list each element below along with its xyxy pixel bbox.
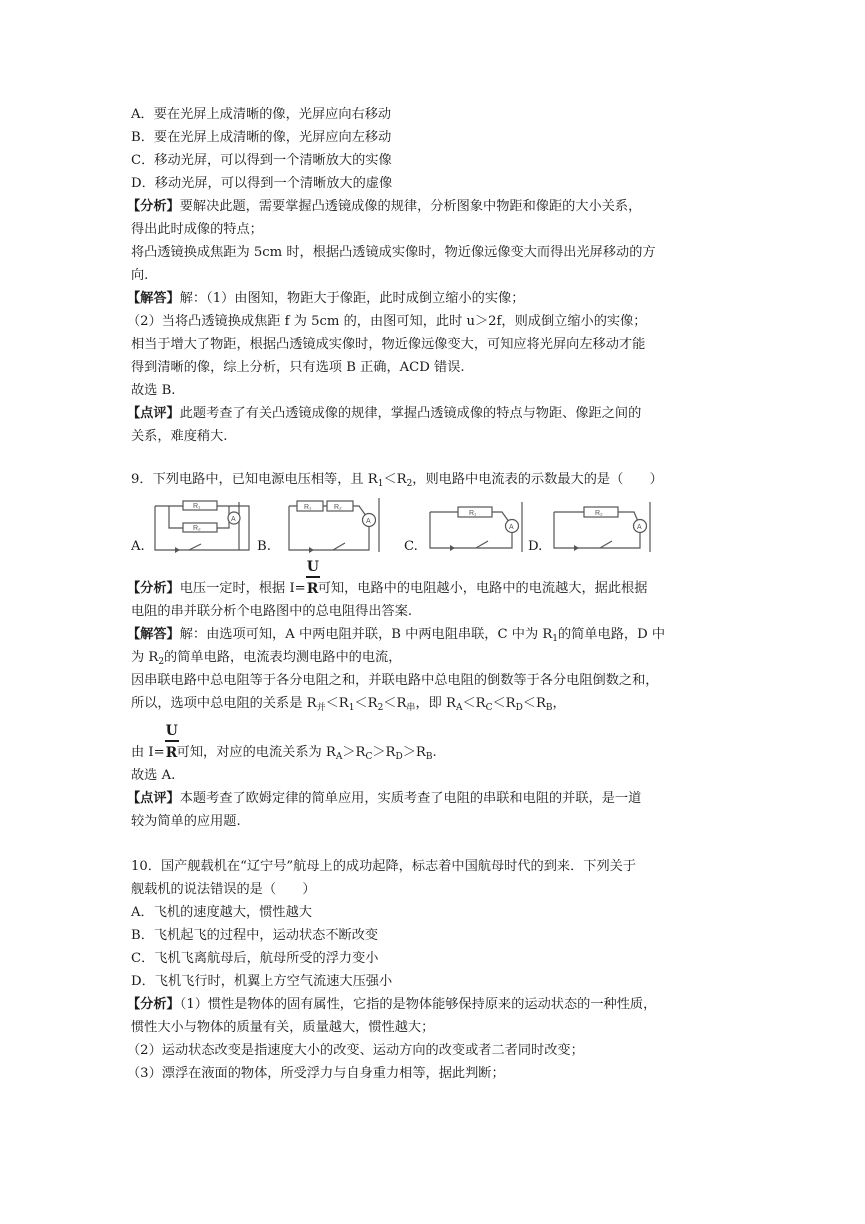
circuit-c-diagram (422, 500, 528, 554)
subscript: 2 (406, 479, 413, 489)
answer-text: 可知，对应的电流关系为 R (176, 745, 336, 760)
ammeter-label: A (637, 524, 642, 531)
q9-answer-line (127, 626, 665, 648)
subscript: B (545, 703, 553, 713)
analysis-tag: 【分析】 (127, 997, 180, 1012)
fraction-denominator: R (306, 581, 319, 597)
ammeter-label: A (231, 516, 236, 523)
q9-answer-line (131, 649, 401, 671)
answer-text: ， (552, 696, 566, 711)
q9-analysis-line: 电阻的串并联分析个电路图中的总电阻得出答案. (131, 604, 413, 619)
comment-line: 关系，难度稍大. (131, 429, 228, 444)
option-b: B．要在光屏上成清晰的像，光屏应向左移动 (131, 130, 392, 145)
answer-text: 解：（1）由图知，物距大于像距，此时成倒立缩小的实像； (179, 291, 525, 306)
answer-line: （2）当将凸透镜换成焦距 f 为 5cm 的，由图可知，此时 u＞2f，则成倒立缩小的实像； (127, 314, 647, 329)
answer-text: 的简单电路，D 中 (557, 627, 666, 642)
answer-text: ＜R (522, 696, 546, 711)
analysis-tag: 【分析】 (127, 199, 180, 214)
answer-text: ，即 R (415, 696, 456, 711)
answer-text: ＞R (402, 745, 426, 760)
answer-text: ＞R (342, 745, 366, 760)
fraction-numerator: U (306, 558, 320, 578)
option-c: C．移动光屏，可以得到一个清晰放大的实像 (131, 153, 392, 168)
subscript: B (425, 752, 433, 762)
answer-text: ＞R (372, 745, 396, 760)
answer-text: 为 R (131, 650, 159, 665)
analysis-text: 电压一定时，根据 I= (179, 581, 306, 596)
answer-text: 解：由选项可知，A 中两电阻并联，B 中两电阻串联，C 中为 R (179, 627, 553, 642)
subscript: 1 (377, 479, 384, 489)
answer-line (127, 290, 524, 308)
answer-line: 得到清晰的像，综上分析，只有选项 B 正确，ACD 错误. (131, 360, 465, 375)
q10-stem-line: 10．国产舰载机在“辽宁号”航母上的成功起降，标志着中国航母时代的到来．下列关于 (131, 859, 637, 874)
q9-option-d-label: D. (528, 539, 543, 554)
resistor-label: R₂ (193, 525, 201, 532)
q10-option-d: D．飞机飞行时，机翼上方空气流速大压强小 (131, 974, 393, 989)
subscript: D (515, 703, 523, 713)
q9-option-c-label: C. (404, 539, 418, 554)
q9-analysis-line (127, 559, 648, 598)
answer-text: 由 I= (131, 745, 165, 760)
subscript: A (455, 703, 463, 713)
q10-analysis-line (127, 996, 656, 1014)
q9-answer-line (131, 695, 566, 717)
q9-comment-line (127, 790, 641, 808)
comment-tag: 【点评】 (127, 406, 180, 421)
answer-text: ＜R (383, 696, 407, 711)
answer-line: 相当于增大了物距，根据凸透镜成实像时，物近像远像变大，可知应将光屏向左移动才能 (131, 337, 646, 352)
analysis-text: 可知，电路中的电阻越小，电路中的电流越大，据此根据 (317, 581, 648, 596)
answer-tag: 【解答】 (127, 291, 180, 306)
q10-analysis-line: （2）运动状态改变是指速度大小的改变、运动方向的改变或者二者同时改变； (127, 1043, 584, 1058)
ammeter-label: A (366, 518, 371, 525)
q10-option-a: A．飞机的速度越大，惯性越大 (131, 905, 312, 920)
subscript: 2 (158, 657, 165, 667)
option-a: A．要在光屏上成清晰的像，光屏应向右移动 (131, 107, 392, 122)
q10-analysis-line: 惯性大小与物体的质量有关，质量越大，惯性越大； (131, 1020, 435, 1035)
comment-text: 此题考查了有关凸透镜成像的规律，掌握凸透镜成像的特点与物距、像距之间的 (179, 406, 642, 421)
answer-text: ＜R (325, 696, 349, 711)
comment-line (127, 405, 641, 423)
resistor-label: R₁ (193, 503, 201, 510)
q9-choice-line: 故选 A. (131, 768, 176, 783)
subscript: 2 (377, 703, 384, 713)
subscript: A (335, 752, 343, 762)
comment-text: 本题考查了欧姆定律的简单应用，实质考查了电阻的串联和电阻的并联，是一道 (179, 791, 642, 806)
comment-tag: 【点评】 (127, 791, 180, 806)
answer-text: 所以，选项中总电阻的关系是 R (131, 696, 317, 711)
analysis-tag: 【分析】 (127, 581, 180, 596)
q9-answer-line (131, 723, 437, 766)
analysis-text: 要解决此题，需要掌握凸透镜成像的规律，分析图象中物距和像距的大小关系， (179, 199, 642, 214)
resistor-label: R₁ (469, 510, 477, 517)
q9-option-b-label: B. (257, 539, 271, 554)
q9-answer-line: 因串联电路中总电阻等于各分电阻之和，并联电路中总电阻的倒数等于各分电阻倒数之和， (131, 673, 659, 688)
q10-option-c: C．飞机飞离航母后，航母所受的浮力变小 (131, 951, 379, 966)
subscript: D (395, 752, 403, 762)
answer-text: ＜R (354, 696, 378, 711)
subscript: C (485, 703, 493, 713)
subscript: 并 (316, 703, 326, 713)
resistor-label: R₂ (334, 504, 342, 511)
resistor-label: R₂ (595, 510, 603, 517)
subscript: 串 (406, 703, 416, 713)
subscript: 1 (348, 703, 355, 713)
fraction-u-over-r (306, 559, 319, 598)
q9-stem-part: ＜R (383, 472, 407, 487)
analysis-line: 向. (131, 268, 149, 283)
q9-option-a-label: A. (131, 539, 145, 554)
q10-analysis-line: （3）漂浮在液面的物体，所受浮力与自身重力相等，据此判断； (127, 1066, 505, 1081)
answer-text: 的简单电路，电流表均测电路中的电流， (164, 650, 402, 665)
circuit-d-diagram (542, 500, 654, 554)
subscript: 1 (552, 634, 558, 644)
q9-stem-part: 9．下列电路中，已知电源电压相等，且 R (131, 472, 378, 487)
analysis-line: 得出此时成像的特点； (131, 222, 263, 237)
fraction-denominator: R (165, 745, 178, 761)
q10-stem-line: 舰载机的说法错误的是（ ） (131, 882, 316, 897)
analysis-line: 将凸透镜换成焦距为 5cm 时，根据凸透镜成实像时，物近像远像变大而得出光屏移动的方 (131, 245, 656, 260)
analysis-line (127, 198, 641, 216)
fraction-numerator: U (165, 722, 179, 742)
ammeter-label: A (509, 524, 514, 531)
q9-comment-line: 较为简单的应用题. (131, 814, 241, 829)
q10-option-b: B．飞机起飞的过程中，运动状态不断改变 (131, 928, 379, 943)
circuit-b-diagram (273, 496, 385, 554)
fraction-u-over-r (165, 723, 178, 762)
choice-line: 故选 B. (131, 383, 176, 398)
answer-tag: 【解答】 (127, 627, 180, 642)
option-d: D．移动光屏，可以得到一个清晰放大的虚像 (131, 176, 393, 191)
subscript: C (365, 752, 373, 762)
answer-text: ＜R (462, 696, 486, 711)
analysis-text: （1）惯性是物体的固有属性，它指的是物体能够保持原来的运动状态的一种性质， (179, 997, 657, 1012)
q9-stem-part: ，则电路中电流表的示数最大的是（ ） (412, 472, 663, 487)
q9-stem (131, 471, 663, 493)
circuit-a-diagram (149, 498, 259, 554)
resistor-label: R₁ (304, 504, 312, 511)
answer-text: . (432, 745, 437, 760)
answer-text: ＜R (492, 696, 516, 711)
